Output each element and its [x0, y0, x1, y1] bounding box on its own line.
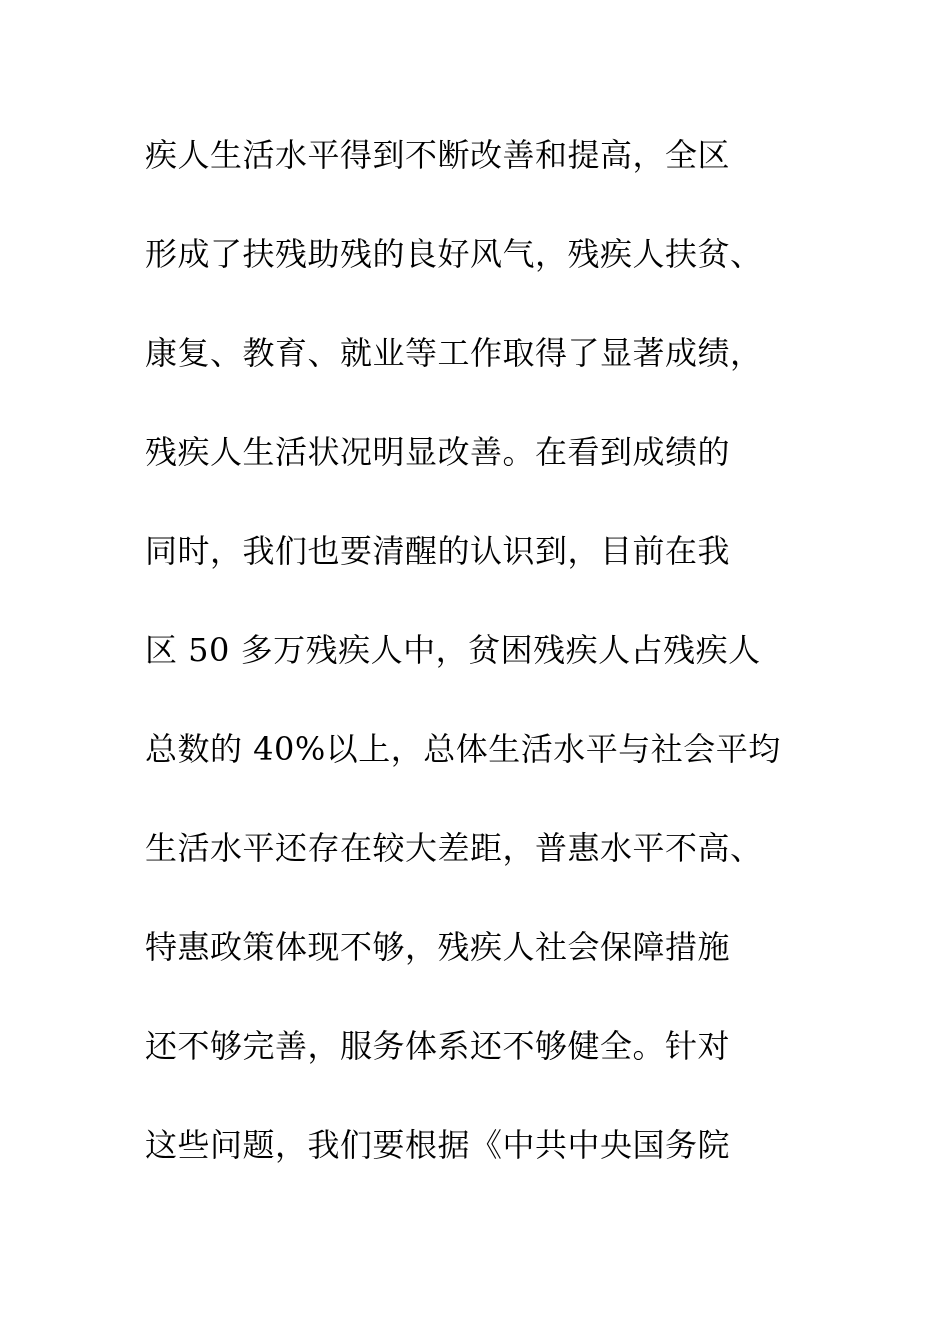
text-line: 还不够完善，服务体系还不够健全。针对 — [145, 1027, 731, 1065]
text-line: 康复、教育、就业等工作取得了显著成绩， — [145, 334, 763, 372]
text-line: 这些问题，我们要根据《中共中央国务院 — [145, 1126, 731, 1164]
body-text — [145, 126, 825, 1215]
text-line: 残疾人生活状况明显改善。在看到成绩的 — [145, 433, 731, 471]
text-line: 区 50 多万残疾人中，贫困残疾人占残疾人 — [145, 631, 761, 669]
text-line: 总数的 40%以上，总体生活水平与社会平均 — [145, 730, 781, 768]
text-line: 同时，我们也要清醒的认识到，目前在我 — [145, 532, 731, 570]
text-line: 生活水平还存在较大差距，普惠水平不高、 — [145, 829, 763, 867]
text-line: 疾人生活水平得到不断改善和提高，全区 — [145, 136, 731, 174]
text-line: 特惠政策体现不够，残疾人社会保障措施 — [145, 928, 731, 966]
text-line: 形成了扶残助残的良好风气，残疾人扶贫、 — [145, 235, 763, 273]
